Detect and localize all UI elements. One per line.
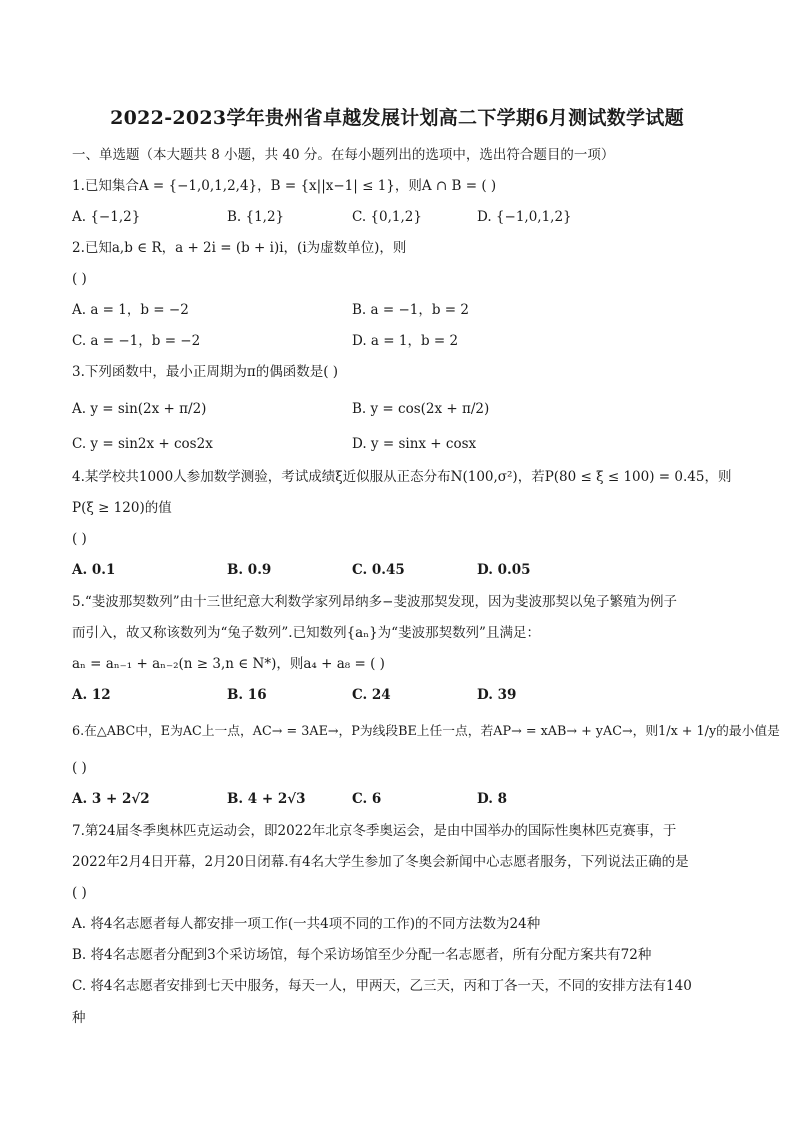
question-2-option-b: B. a = −1，b = 2: [352, 302, 469, 318]
question-7-paren: ( ): [72, 885, 87, 901]
question-5-stem-line3: aₙ = aₙ₋₁ + aₙ₋₂(n ≥ 3,n ∈ N*)，则a₄ + a₈ = ( ): [72, 656, 385, 672]
question-4-option-a: A. 0.1: [72, 562, 116, 578]
section-heading: 一、单选题（本大题共 8 小题，共 40 分。在每小题列出的选项中，选出符合题目的一项）: [72, 147, 615, 163]
question-4-option-b: B. 0.9: [227, 562, 272, 578]
page-title: 2022-2023学年贵州省卓越发展计划高二下学期6月测试数学试题: [110, 107, 684, 129]
question-1-option-d: D. {−1,0,1,2}: [477, 209, 572, 225]
question-2-option-d: D. a = 1，b = 2: [352, 333, 459, 349]
question-2-stem: 2.已知a,b ∈ R，a + 2i = (b + i)i，(i为虚数单位)，则: [72, 240, 407, 256]
question-3-option-c: C. y = sin2x + cos2x: [72, 436, 213, 452]
question-6-option-d: D. 8: [477, 791, 508, 807]
question-4-stem-line2: P(ξ ≥ 120)的值: [72, 500, 172, 516]
question-5-option-b: B. 16: [227, 687, 267, 703]
question-4-paren: ( ): [72, 531, 87, 547]
question-3-option-a: A. y = sin(2x + π/2): [72, 401, 207, 417]
question-5-stem-line2: 而引入，故又称该数列为“兔子数列”.已知数列{aₙ}为“斐波那契数列”且满足：: [72, 625, 540, 641]
question-4-option-c: C. 0.45: [352, 562, 405, 578]
question-7-option-b: B. 将4名志愿者分配到3个采访场馆，每个采访场馆至少分配一名志愿者，所有分配方案共有72种: [72, 947, 652, 963]
question-6-stem: 6.在△ABC中，E为AC上一点，AC→ = 3AE→，P为线段BE上任一点，若AP→ = xAB→ + yAC→，则1/x + 1/y的最小值是: [72, 724, 780, 739]
question-4-stem-line1: 4.某学校共1000人参加数学测验，考试成绩ξ近似服从正态分布N(100,σ²)，若P(80 ≤ ξ ≤ 100) = 0.45，则: [72, 469, 732, 485]
question-1-option-c: C. {0,1,2}: [352, 209, 422, 225]
question-3-option-b: B. y = cos(2x + π/2): [352, 401, 490, 417]
question-6-paren: ( ): [72, 760, 87, 776]
question-6-option-a: A. 3 + 2√2: [72, 791, 150, 807]
question-3-option-d: D. y = sinx + cosx: [352, 436, 477, 452]
question-7-option-c-continued: 种: [72, 1010, 86, 1026]
question-5-option-d: D. 39: [477, 687, 517, 703]
question-7-stem-line2: 2022年2月4日开幕，2月20日闭幕.有4名大学生参加了冬奥会新闻中心志愿者服务，下列说法正确的是: [72, 854, 689, 870]
question-7-option-c: C. 将4名志愿者安排到七天中服务，每天一人，甲两天，乙三天，丙和丁各一天，不同的安排方法有140: [72, 978, 692, 994]
question-2-option-c: C. a = −1，b = −2: [72, 333, 201, 349]
question-2-option-a: A. a = 1，b = −2: [72, 302, 189, 318]
question-1-stem: 1.已知集合A = {−1,0,1,2,4}，B = {x||x−1| ≤ 1}，则A ∩ B = ( ): [72, 178, 497, 194]
question-1-option-b: B. {1,2}: [227, 209, 285, 225]
question-6-option-c: C. 6: [352, 791, 382, 807]
question-7-stem-line1: 7.第24届冬季奥林匹克运动会，即2022年北京冬季奥运会，是由中国举办的国际性奥林匹克赛事，于: [72, 823, 677, 839]
question-3-stem: 3.下列函数中，最小正周期为π的偶函数是( ): [72, 364, 339, 380]
question-2-paren: ( ): [72, 271, 87, 287]
question-1-option-a: A. {−1,2}: [72, 209, 141, 225]
question-5-option-a: A. 12: [72, 687, 111, 703]
question-5-stem-line1: 5.“斐波那契数列”由十三世纪意大利数学家列昂纳多−斐波那契发现，因为斐波那契以兔子繁殖为例子: [72, 594, 677, 610]
question-5-option-c: C. 24: [352, 687, 391, 703]
question-4-option-d: D. 0.05: [477, 562, 531, 578]
question-6-option-b: B. 4 + 2√3: [227, 791, 306, 807]
question-7-option-a: A. 将4名志愿者每人都安排一项工作(一共4项不同的工作)的不同方法数为24种: [72, 916, 541, 932]
